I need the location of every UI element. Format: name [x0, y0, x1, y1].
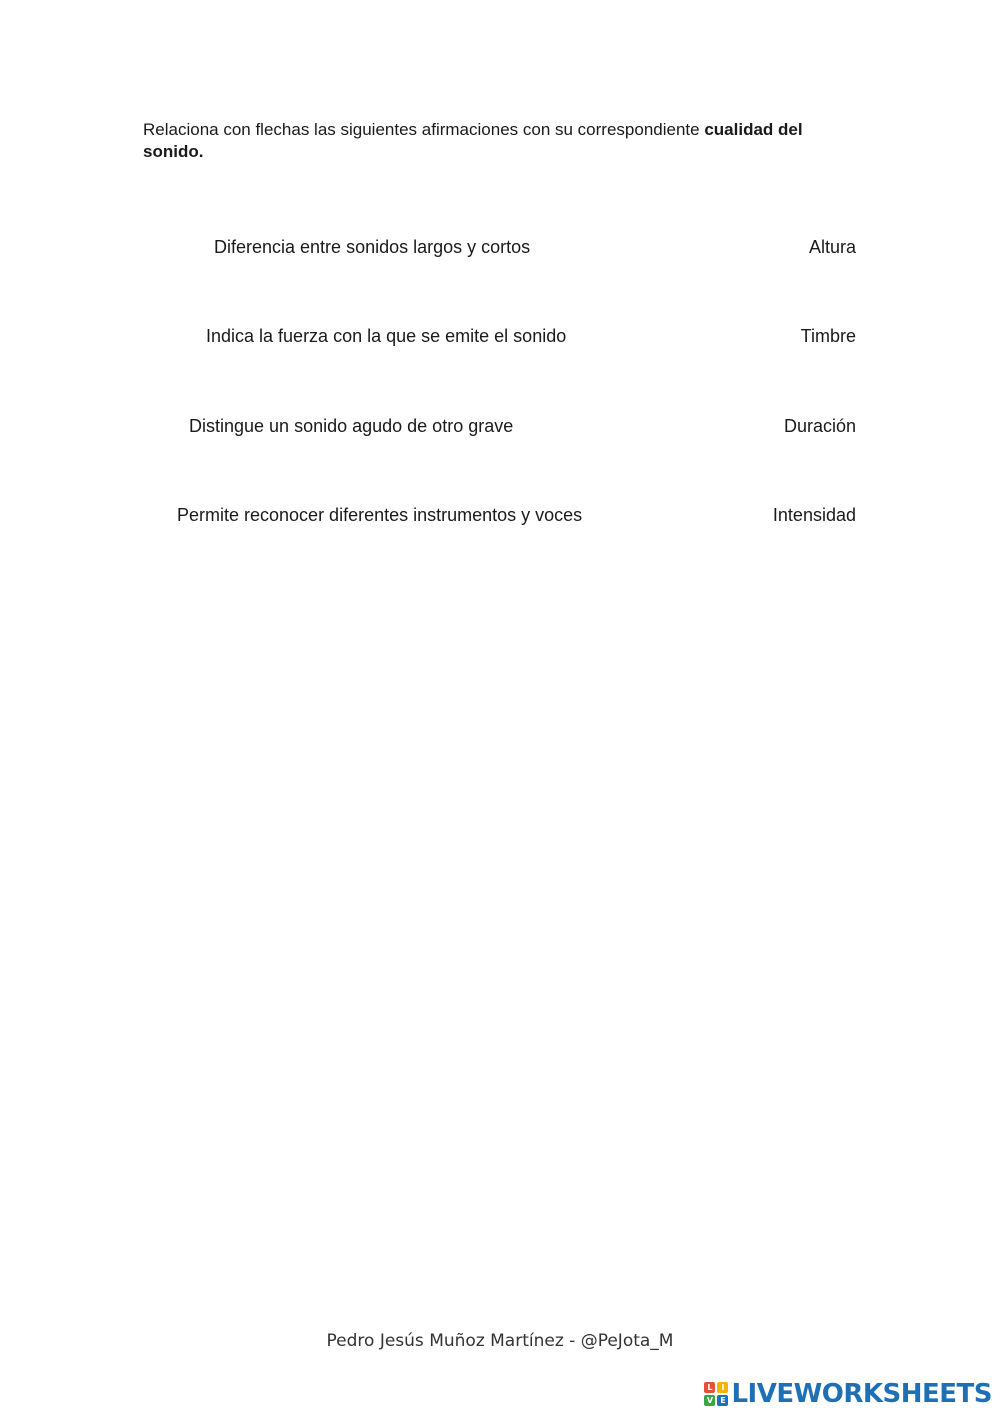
- instruction-bold: cualidad del sonido.: [143, 120, 803, 161]
- quality-intensidad: Intensidad: [772, 505, 856, 525]
- instruction-plain: Relaciona con flechas las siguientes afirmaciones con su correspondiente: [143, 120, 705, 139]
- statement-duration: Diferencia entre sonidos largos y cortos: [214, 237, 531, 257]
- author-credit: Pedro Jesús Muñoz Martínez - @PeJota_M: [326, 1331, 674, 1351]
- statement-timbre: Permite reconocer diferentes instrumentos y voces: [177, 505, 583, 525]
- logo-letter: L: [704, 1382, 715, 1393]
- statement-intensity: Indica la fuerza con la que se emite el sonido: [206, 326, 567, 346]
- liveworksheets-logo-icon: [704, 1382, 728, 1406]
- logo-letter: V: [704, 1395, 715, 1406]
- quality-duracion: Duración: [783, 416, 856, 436]
- instruction-text: [143, 119, 843, 163]
- quality-altura: Altura: [808, 237, 856, 257]
- logo-letter: E: [717, 1395, 728, 1406]
- brand-name: LIVEWORKSHEETS: [731, 1379, 992, 1409]
- statement-pitch: Distingue un sonido agudo de otro grave: [189, 416, 514, 436]
- quality-timbre: Timbre: [800, 326, 856, 346]
- liveworksheets-brand: [704, 1377, 992, 1411]
- logo-letter: I: [717, 1382, 728, 1393]
